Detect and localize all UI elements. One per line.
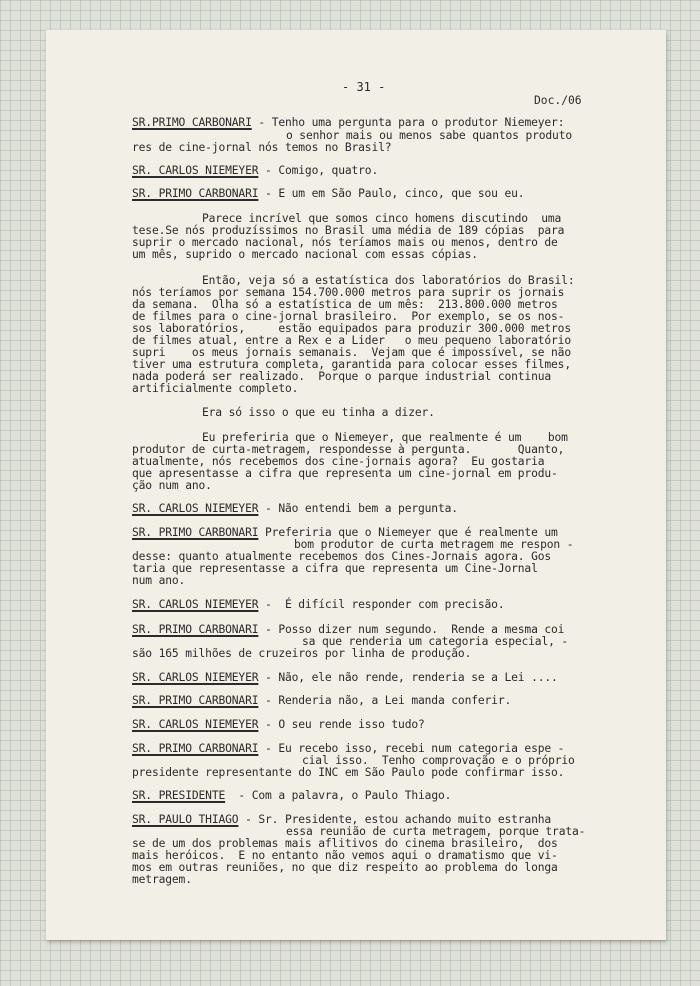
transcript-line (132, 116, 564, 129)
speech-text: - Com a palavra, o Paulo Thiago. (225, 789, 452, 802)
transcript-line: cial isso. Tenho comprovação e o próprio (302, 754, 575, 767)
speaker-name: SR. PRIMO CARBONARI (132, 526, 259, 539)
transcript-line (132, 718, 425, 731)
speech-text: Preferiria que o Niemeyer que é realmente um (258, 526, 558, 539)
document-reference: Doc./06 (534, 94, 582, 107)
speech-text: - Renderia não, a Lei manda conferir. (258, 694, 512, 707)
transcript-line: essa reunião de curta metragem, porque trata- (286, 825, 586, 838)
speech-text: - Não entendi bem a pergunta. (258, 502, 458, 515)
paragraph-line: sos laboratórios, estão equipados para produzir 300.000 metros (132, 322, 571, 335)
speaker-name: SR. CARLOS NIEMEYER (132, 502, 259, 515)
paragraph-line: Parece incrível que somos cinco homens discutindo uma (202, 212, 562, 225)
transcript-line: taria que representasse a cifra que representa um Cine-Jornal (132, 562, 538, 575)
speech-text: - Eu recebo isso, recebi num categoria espe - (258, 742, 565, 755)
transcript-line: mais heróicos. E no entanto não vemos aqui o dramatismo que vi- (132, 849, 558, 862)
transcript-line (132, 694, 511, 707)
transcript-line: se de um dos problemas mais aflitivos do cinema brasileiro, dos (132, 837, 558, 850)
transcript-line (132, 164, 378, 177)
transcript-line: o senhor mais ou menos sabe quantos produto (286, 129, 573, 142)
page-number: - 31 - (342, 80, 386, 94)
speech-text: - Comigo, quatro. (258, 164, 379, 177)
speaker-name: SR. PAULO THIAGO (132, 813, 239, 826)
transcript-line (132, 671, 558, 684)
transcript-line: num ano. (132, 574, 186, 587)
paragraph-line: Então, veja só a estatística dos laboratórios do Brasil: (202, 274, 575, 287)
paragraph-line: um mês, suprido o mercado nacional com essas cópias. (132, 248, 478, 261)
speaker-name: SR. CARLOS NIEMEYER (132, 671, 259, 684)
speaker-name: SR. PRIMO CARBONARI (132, 623, 259, 636)
document-page (46, 30, 666, 940)
transcript-line: são 165 milhões de cruzeiros por linha de produção. (132, 647, 472, 660)
transcript-line: metragem. (132, 873, 192, 886)
speech-text: - É difícil responder com precisão. (258, 598, 505, 611)
transcript-line: bom produtor de curta metragem me respon - (294, 538, 574, 551)
transcript-line: res de cine-jornal nós temos no Brasil? (132, 141, 392, 154)
speech-text: - Sr. Presidente, estou achando muito estranha (238, 813, 552, 826)
speaker-name: SR. CARLOS NIEMEYER (132, 718, 259, 731)
speech-text: - O seu rende isso tudo? (258, 718, 425, 731)
transcript-line: sa que renderia um categoria especial, - (302, 635, 569, 648)
speaker-name: SR.PRIMO CARBONARI (132, 116, 252, 129)
paragraph-line: nada poderá ser realizado. Porque o parque industrial continua (132, 370, 552, 383)
speaker-name: SR. CARLOS NIEMEYER (132, 598, 259, 611)
speaker-name: SR. PRIMO CARBONARI (132, 187, 259, 200)
speaker-name: SR. PRESIDENTE (132, 789, 226, 802)
paragraph-line: artificialmente completo. (132, 382, 299, 395)
paragraph-line: de filmes atual, entre a Rex e a Lider o meu pequeno laboratório (132, 334, 571, 347)
speech-text: - Tenho uma pergunta para o produtor Niemeyer: (251, 116, 565, 129)
paragraph-line: supri os meus jornais semanais. Vejam que é impossível, se não (132, 346, 571, 359)
speaker-name: SR. PRIMO CARBONARI (132, 742, 259, 755)
paragraph-line: suprir o mercado nacional, nós teríamos mais ou menos, dentro de (132, 236, 558, 249)
speaker-name: SR. PRIMO CARBONARI (132, 694, 259, 707)
transcript-line (132, 598, 504, 611)
paragraph-line: Era só isso o que eu tinha a dizer. (202, 406, 435, 419)
speaker-name: SR. CARLOS NIEMEYER (132, 164, 259, 177)
speech-text: - E um em São Paulo, cinco, que sou eu. (258, 187, 525, 200)
paragraph-line: atualmente, nós recebemos dos cine-jornais agora? Eu gostaria (132, 455, 545, 468)
paragraph-line: tiver uma estrutura completa, garantida para colocar esses filmes, (132, 358, 571, 371)
paragraph-line: Eu preferiria que o Niemeyer, que realmente é um bom (202, 431, 568, 444)
paragraph-line: da semana. Olha só a estatística de um mês: 213.800.000 metros (132, 298, 558, 311)
speech-text: - Não, ele não rende, renderia se a Lei .... (258, 671, 558, 684)
paragraph-line: de filmes para o cine-jornal brasileiro. Por exemplo, se os nos- (132, 310, 565, 323)
transcript-line: desse: quanto atualmente recebemos dos Cines-Jornais agora. Gos (132, 550, 552, 563)
transcript-line (132, 187, 524, 200)
paragraph-line: nós teríamos por semana 154.700.000 metros para suprir os jornais (132, 286, 565, 299)
paragraph-line: tese.Se nós produzíssimos no Brasil uma média de 189 cópias para (132, 224, 565, 237)
transcript-line: presidente representante do INC em São Paulo pode confirmar isso. (132, 766, 565, 779)
speech-text: - Posso dizer num segundo. Rende a mesma coi (258, 623, 565, 636)
transcript-line: mos em outras reuniões, no que diz respeito ao problema do longa (132, 861, 558, 874)
paragraph-line: que apresentasse a cifra que representa um cine-jornal em produ- (132, 467, 558, 480)
transcript-line (132, 789, 451, 802)
transcript-line (132, 502, 458, 515)
paragraph-line: ção num ano. (132, 479, 212, 492)
paragraph-line: produtor de curta-metragem, respondesse à pergunta. Quanto, (132, 443, 565, 456)
